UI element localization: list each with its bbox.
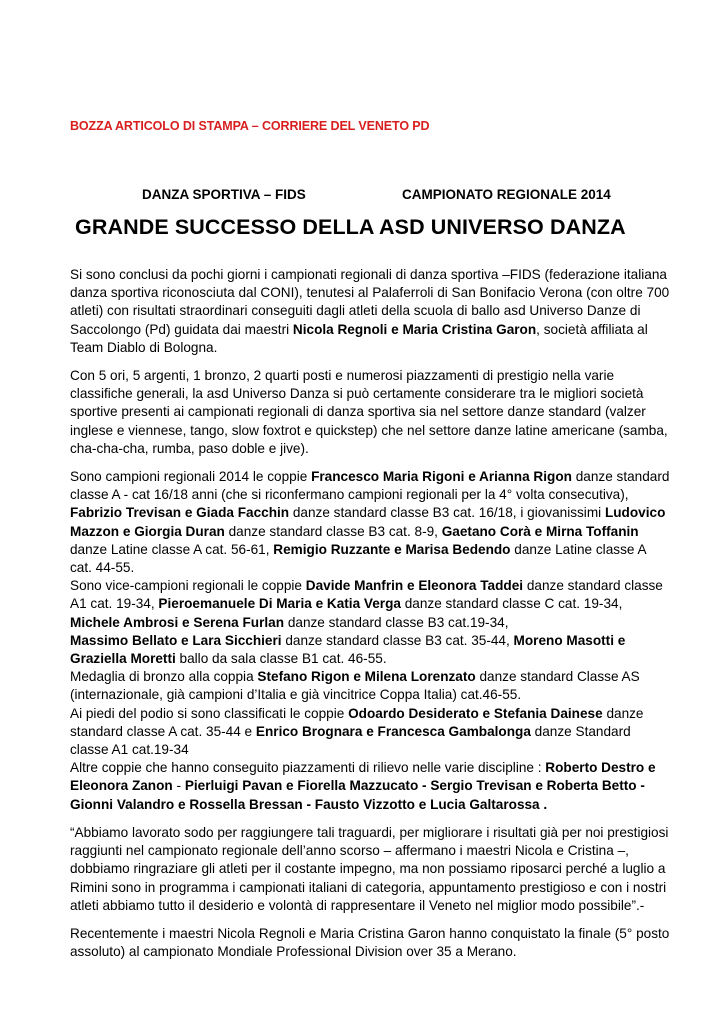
- text-run: Recentemente i maestri Nicola Regnoli e Maria Cristina Garon hanno conquistato la finale (5° posto assoluto) al campionato Mondiale Professional Division over 35 a Merano.: [70, 925, 670, 960]
- text-run: danze Latine classe A cat. 56-61,: [70, 541, 274, 557]
- paragraph-other-placements: [70, 759, 670, 814]
- couple-name: Gaetano Corà e Mirna Toffanin: [441, 523, 639, 539]
- paragraph-quote: [70, 824, 670, 915]
- paragraph-bronze: [70, 668, 670, 704]
- paragraph-champions: [70, 468, 670, 577]
- couple-name: Francesco Maria Rigoni e Arianna Rigon: [311, 469, 572, 485]
- couple-name: Ludovico Mazzon e Giorgia Duran: [70, 505, 666, 539]
- couple-name: Remigio Ruzzante e Marisa Bedendo: [273, 541, 511, 557]
- text-run: Ai piedi del podio si sono classificati le coppie: [70, 705, 349, 721]
- text-run: Con 5 ori, 5 argenti, 1 bronzo, 2 quarti posti e numerosi piazzamenti di prestigio nella varie classifiche generali, la asd Universo Danza si può certamente considerare tra le migliori società sportive presenti ai campionati regionali di danza sportiva sia nel settore danze standard (valzer inglese e viennese, tango, slow foxtrot e quickstep) che nel settore danze latine americane (samba, cha-cha-cha, rumba, paso doble e jive).: [70, 368, 668, 456]
- paragraph-intro: [70, 266, 670, 357]
- text-run: danze standard classe C cat. 19-34,: [400, 596, 623, 612]
- text-run: Altre coppie che hanno conseguito piazzamenti di rilievo nelle varie discipline :: [70, 760, 546, 776]
- draft-label: BOZZA ARTICOLO DI STAMPA – CORRIERE DEL VENETO PD: [70, 119, 430, 133]
- couple-names-list: Pierluigi Pavan e Fiorella Mazzucato - Sergio Trevisan e Roberta Betto - Gionni Valandro e Rossella Bressan - Fausto Vizzotto e Lucia Galtarossa .: [70, 778, 645, 812]
- paragraph-medals: [70, 367, 670, 458]
- couple-name: Michele Ambrosi e Serena Furlan: [70, 614, 285, 630]
- paragraph-fourth-place: [70, 705, 670, 760]
- text-run: Sono vice-campioni regionali le coppie: [70, 578, 306, 594]
- text-run: Sono campioni regionali 2014 le coppie: [70, 469, 312, 485]
- text-run: danze standard classe B3 cat. 35-44,: [281, 632, 514, 648]
- article-body: [70, 266, 670, 971]
- paragraph-vice-champions-cont: [70, 632, 670, 668]
- couple-name: Odoardo Desiderato e Stefania Dainese: [348, 705, 603, 721]
- text-run: ballo da sala classe B1 cat. 46-55.: [175, 651, 387, 667]
- couple-name: Moreno Masotti e Graziella Moretti: [70, 632, 626, 667]
- article-headline: GRANDE SUCCESSO DELLA ASD UNIVERSO DANZA: [75, 215, 626, 239]
- event-kicker: CAMPIONATO REGIONALE 2014: [402, 187, 611, 202]
- couple-name: Enrico Brognara e Francesca Gambalonga: [255, 723, 531, 739]
- couple-name: Roberto Destro e Eleonora Zanon: [70, 760, 656, 794]
- text-run: danze standard classe A - cat 16/18 anni (che si riconfermano campioni regionali per la 4° volta consecutiva),: [70, 469, 670, 503]
- section-kicker: DANZA SPORTIVA – FIDS: [142, 187, 306, 202]
- couple-name: Fabrizio Trevisan e Giada Facchin: [70, 505, 290, 521]
- couple-name: Stefano Rigon e Milena Lorenzato: [257, 669, 476, 685]
- text-run: “Abbiamo lavorato sodo per raggiungere tali traguardi, per migliorare i risultati già per noi prestigiosi raggiunti nel campionato regionale dell’anno scorso – affermano i maestri Nicola e Cristina –, dobbiamo ringraziare gli atleti per il costante impegno, ma non possiamo riposarci perché a luglio a Rimini sono in programma i campionati italiani di categoria, appuntamento prestigioso e con i nostri atleti abbiamo tutto il desiderio e volontà di rappresentare il Veneto nel miglior modo possibile”.-: [70, 824, 669, 913]
- text-run: danze standard classe B3 cat. 16/18, i giovanissimi: [289, 505, 605, 521]
- text-run: danze standard classe B3 cat.19-34,: [284, 614, 509, 630]
- text-run: Medaglia di bronzo alla coppia: [70, 669, 258, 685]
- paragraph-vice-champions: [70, 577, 670, 632]
- text-run: danze standard classe A1 cat. 19-34,: [70, 578, 663, 612]
- couple-name: Davide Manfrin e Eleonora Taddei: [305, 578, 524, 594]
- paragraph-closing: [70, 925, 670, 961]
- text-run: danze Standard classe A1 cat.19-34: [70, 723, 631, 758]
- text-run: danze standard Classe AS (internazionale, già campioni d’Italia e già vincitrice Coppa Italia) cat.46-55.: [70, 669, 640, 703]
- text-run: danze standard classe A cat. 35-44 e: [70, 705, 644, 739]
- text-run: -: [172, 778, 185, 794]
- text-run: Si sono conclusi da pochi giorni i campionati regionali di danza sportiva –FIDS (federazione italiana danza sportiva riconosciuta dal CONI), tenutesi al Palaferroli di San Bonifacio Verona (con oltre 700 atleti) con risultati straordinari conseguiti dagli atleti della scuola di ballo asd Universo Danze di Saccolongo (Pd) guidata dai maestri: [70, 267, 670, 337]
- text-run: , società affiliata al Team Diablo di Bologna.: [70, 321, 648, 355]
- text-run: danze standard classe B3 cat. 8-9,: [224, 523, 442, 539]
- maestri-names: Nicola Regnoli e Maria Cristina Garon: [292, 321, 537, 337]
- couple-name: Massimo Bellato e Lara Sicchieri: [70, 632, 282, 648]
- text-run: danze Latine classe A cat. 44-55.: [70, 541, 646, 576]
- couple-name: Pieroemanuele Di Maria e Katia Verga: [158, 596, 401, 612]
